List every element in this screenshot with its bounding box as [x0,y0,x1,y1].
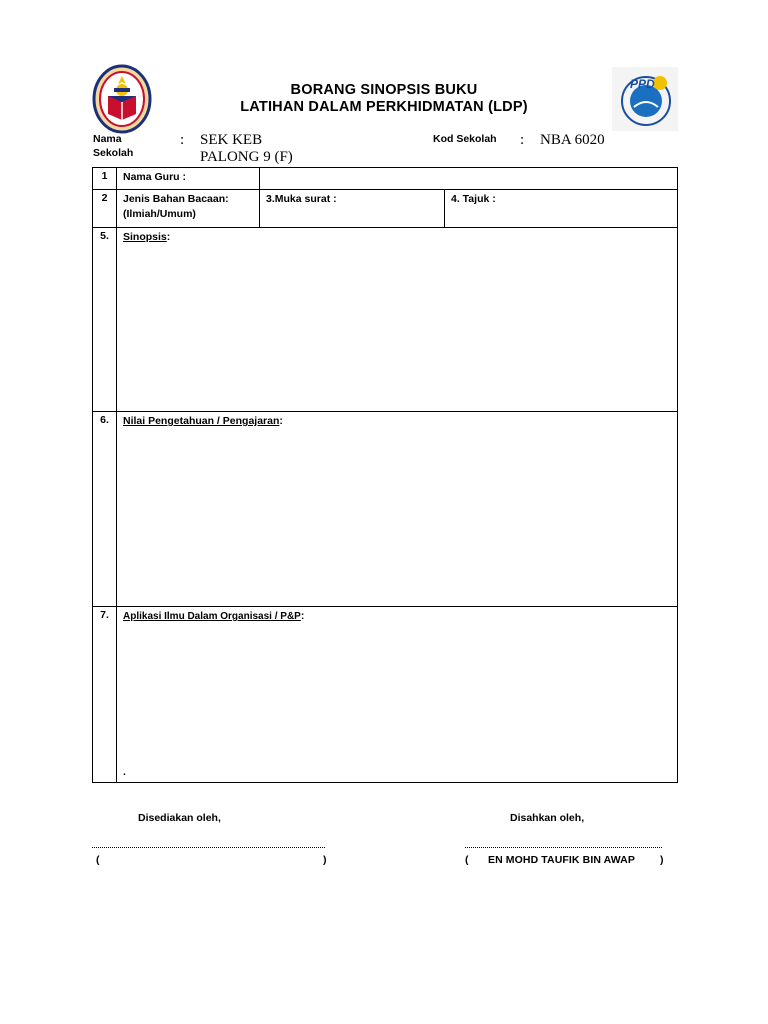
nama-colon: : [180,132,185,148]
row-number: 5. [93,228,117,412]
row-sinopsis [93,228,678,412]
approver-name: EN MOHD TAUFIK BIN AWAP [488,854,635,866]
approved-close-paren: ) [660,854,664,866]
row-number: 6. [93,412,117,607]
approved-open-paren: ( [465,854,469,866]
row-number: 1 [93,168,117,190]
aplikasi-colon: : [300,610,305,622]
prepared-signature-line[interactable] [92,847,325,848]
tajuk-field[interactable] [445,190,678,228]
kod-sekolah-value: NBA 6020 [540,132,605,148]
aplikasi-field[interactable] [117,607,678,783]
row-number: 2 [93,190,117,228]
ppd-logo-text: PPD [630,77,655,91]
sinopsis-colon: : [166,231,171,243]
tajuk-label: 4. Tajuk : [451,193,496,205]
prepared-close-paren: ) [323,854,327,866]
nilai-colon: : [279,415,283,427]
disediakan-label: Disediakan oleh, [138,812,221,824]
approved-signature-line[interactable] [465,847,662,848]
nama-guru-field[interactable] [260,168,678,190]
nama-sekolah-value-1: SEK KEB [200,132,263,148]
nilai-field[interactable] [117,412,678,607]
synopsis-form-table [92,167,678,783]
row-bahan-bacaan [93,190,678,228]
nama-sekolah-value-2: PALONG 9 (F) [200,149,293,165]
nama-guru-label: Nama Guru : [117,168,260,190]
nama-sekolah-label-2: Sekolah [93,147,134,159]
row-nilai [93,412,678,607]
nama-sekolah-label-1: Nama [93,133,122,145]
row-aplikasi [93,607,678,783]
ppd-logo [612,67,678,131]
form-title-line1: BORANG SINOPSIS BUKU [290,82,478,98]
disahkan-label: Disahkan oleh, [510,812,585,824]
kod-colon: : [520,132,525,148]
row-number: 7. [93,607,117,783]
form-title-line2: LATIHAN DALAM PERKHIDMATAN (LDP) [240,99,528,115]
jenis-bahan-sublabel: (Ilmiah/Umum) [123,208,196,220]
prepared-open-paren: ( [96,854,100,866]
kod-sekolah-label: Kod Sekolah [433,133,497,145]
sinopsis-label: Sinopsis [123,231,167,243]
jenis-bahan-label: Jenis Bahan Bacaan: [123,193,229,205]
aplikasi-trailing-dot: . [123,766,126,778]
sinopsis-field[interactable] [117,228,678,412]
nilai-label: Nilai Pengetahuan / Pengajaran [123,415,280,427]
row-nama-guru [93,168,678,190]
muka-surat-field[interactable] [260,190,445,228]
jenis-bahan-cell[interactable] [117,190,260,228]
aplikasi-label: Aplikasi Ilmu Dalam Organisasi / P&P [123,611,301,622]
muka-surat-label: 3.Muka surat : [266,193,337,205]
